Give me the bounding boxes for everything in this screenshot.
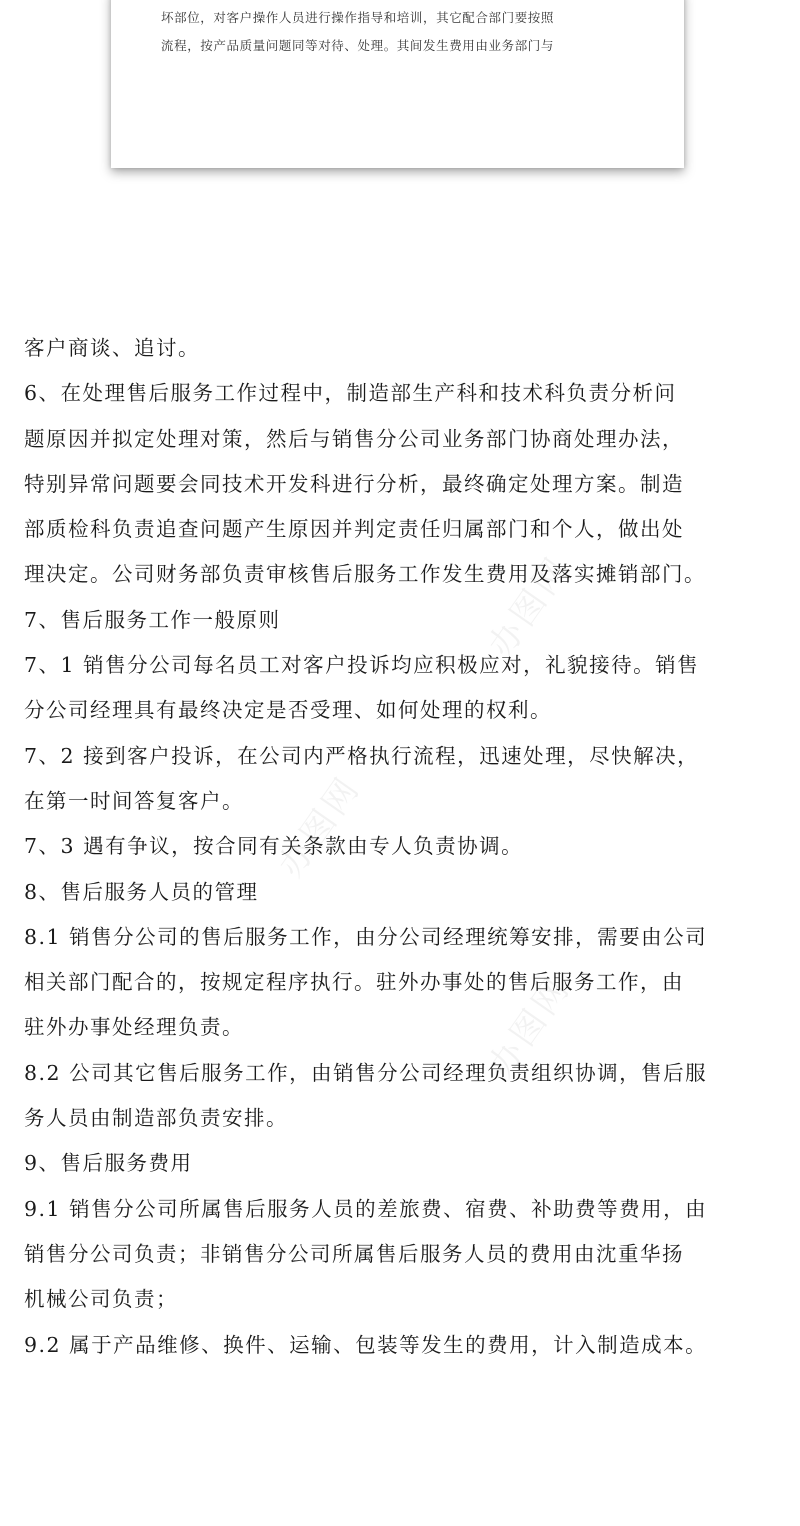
document-body [24, 326, 794, 1368]
text-line: 特别异常问题要会同技术开发科进行分析，最终确定处理方案。制造 [24, 471, 684, 496]
preview-line-2: 流程，按产品质量问题同等对待、处理。其间发生费用由业务部门与 [161, 38, 555, 53]
watermark: 办图网 [480, 968, 579, 1085]
text-line: 部质检科负责追查问题产生原因并判定责任归属部门和个人，做出处 [24, 517, 684, 542]
clause-9-2: 9.2 属于产品维修、换件、运输、包装等发生的费用，计入制造成本。 [24, 1332, 708, 1357]
watermark: 办图网 [480, 548, 579, 665]
text-line: 在第一时间答复客户。 [24, 788, 244, 813]
text-line: 机械公司负责； [24, 1287, 178, 1312]
clause-8-2: 8.2 公司其它售后服务工作，由销售分公司经理负责组织协调，售后服 [24, 1060, 708, 1085]
clause-7-1: 7、1 销售分公司每名员工对客户投诉均应积极应对，礼貌接待。销售 [24, 653, 700, 678]
text-line: 题原因并拟定处理对策，然后与销售分公司业务部门协商处理办法， [24, 426, 684, 451]
clause-7-3: 7、3 遇有争议，按合同有关条款由专人负责协调。 [24, 834, 524, 859]
text-line: 务人员由制造部负责安排。 [24, 1106, 288, 1131]
clause-9-1: 9.1 销售分公司所属售后服务人员的差旅费、宿费、补助费等费用，由 [24, 1196, 708, 1221]
section-9-heading: 9、售后服务费用 [24, 1151, 193, 1176]
text-line: 销售分公司负责；非销售分公司所属售后服务人员的费用由沈重华扬 [24, 1241, 684, 1266]
section-6-paragraph: 6、在处理售后服务工作过程中，制造部生产科和技术科负责分析问 [24, 381, 677, 406]
section-8-heading: 8、售后服务人员的管理 [24, 879, 259, 904]
clause-7-2: 7、2 接到客户投诉，在公司内严格执行流程，迅速处理，尽快解决， [24, 743, 700, 768]
text-line: 客户商谈、追讨。 [24, 336, 200, 360]
text-line: 分公司经理具有最终决定是否受理、如何处理的权利。 [24, 698, 552, 723]
watermark: 办图网 [270, 768, 369, 885]
preview-line-1: 坏部位，对客户操作人员进行操作指导和培训，其它配合部门要按照 [161, 10, 555, 25]
clause-8-1: 8.1 销售分公司的售后服务工作，由分公司经理统筹安排，需要由公司 [24, 924, 708, 949]
text-line: 相关部门配合的，按规定程序执行。驻外办事处的售后服务工作，由 [24, 970, 684, 995]
text-line: 驻外办事处经理负责。 [24, 1015, 244, 1040]
document-preview-card [111, 0, 684, 168]
section-7-heading: 7、售后服务工作一般原则 [24, 607, 281, 632]
text-line: 理决定。公司财务部负责审核售后服务工作发生费用及落实摊销部门。 [24, 562, 706, 587]
